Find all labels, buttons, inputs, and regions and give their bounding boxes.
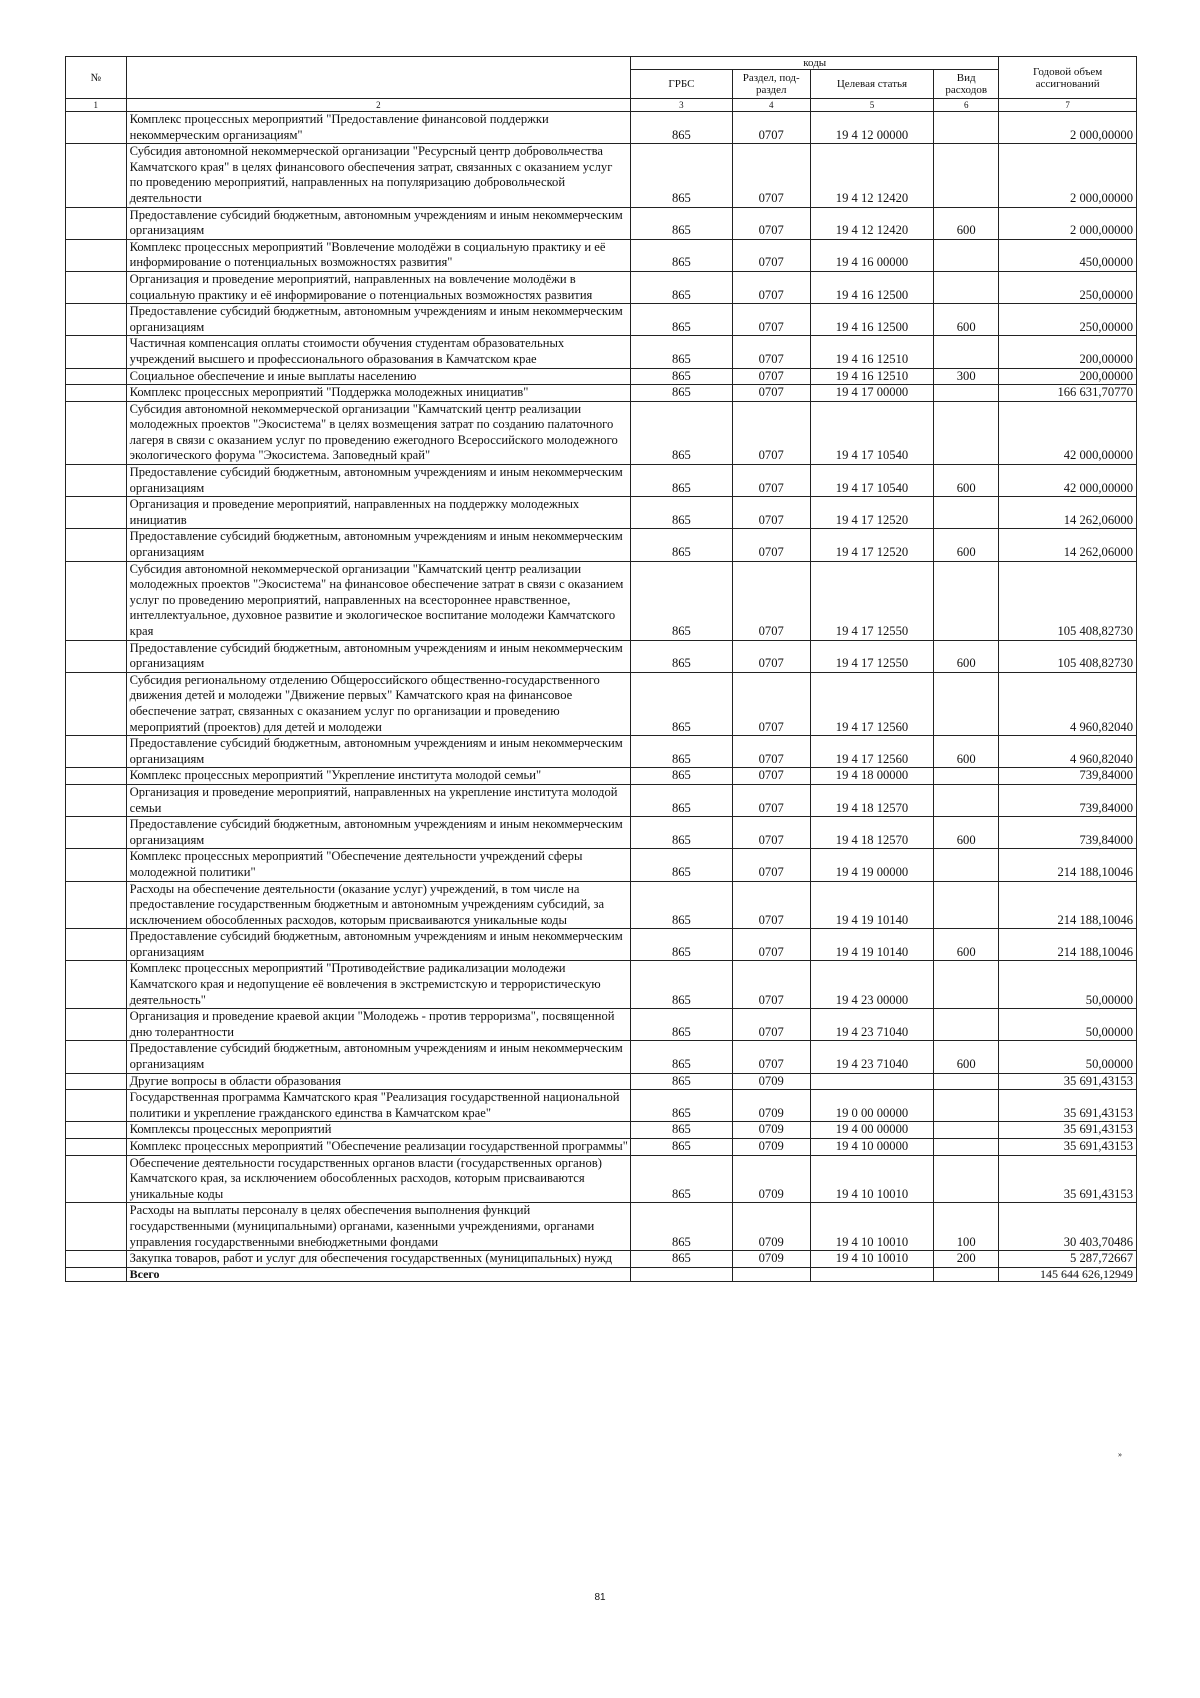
row-no-cell	[66, 1090, 127, 1122]
row-name: Предоставление субсидий бюджетным, автономным учреждениям и иным некоммерческим организациям	[126, 207, 631, 239]
row-name: Расходы на обеспечение деятельности (оказание услуг) учреждений, в том числе на предоставление государственным бюджетным и автономным учреждениям субсидий, за исключением обособленных расходов, которым присваиваются уникальные коды	[126, 881, 631, 929]
row-no-cell	[66, 368, 127, 385]
row-expense-type	[934, 768, 999, 785]
row-no-cell	[66, 1139, 127, 1156]
row-expense-type: 200	[934, 1251, 999, 1268]
corner-mark: »	[1118, 1450, 1122, 1459]
row-target: 19 4 17 10540	[810, 401, 933, 464]
row-amount: 166 631,70770	[999, 385, 1137, 402]
row-grbs: 865	[631, 1073, 732, 1090]
row-target: 19 4 17 00000	[810, 385, 933, 402]
table-row	[66, 336, 1137, 368]
row-amount: 2 000,00000	[999, 144, 1137, 207]
row-amount: 30 403,70486	[999, 1203, 1137, 1251]
row-no-cell	[66, 1251, 127, 1268]
row-name: Предоставление субсидий бюджетным, автономным учреждениям и иным некоммерческим организациям	[126, 465, 631, 497]
row-amount: 35 691,43153	[999, 1139, 1137, 1156]
row-no-cell	[66, 465, 127, 497]
row-name: Закупка товаров, работ и услуг для обеспечения государственных (муниципальных) нужд	[126, 1251, 631, 1268]
total-grbs-cell	[631, 1267, 732, 1281]
table-row	[66, 1251, 1137, 1268]
row-name: Организация и проведение мероприятий, направленных на вовлечение молодёжи в социальную практику и её информирование о потенциальных возможностях развития	[126, 271, 631, 303]
table-row	[66, 768, 1137, 785]
table-header	[66, 57, 1137, 112]
row-expense-type	[934, 961, 999, 1009]
row-section: 0707	[732, 401, 810, 464]
row-target: 19 4 17 12560	[810, 672, 933, 735]
row-no-cell	[66, 207, 127, 239]
row-grbs: 865	[631, 304, 732, 336]
row-grbs: 865	[631, 401, 732, 464]
row-amount: 214 188,10046	[999, 881, 1137, 929]
row-no-cell	[66, 881, 127, 929]
row-section: 0707	[732, 929, 810, 961]
row-target: 19 4 23 00000	[810, 961, 933, 1009]
row-grbs: 865	[631, 144, 732, 207]
row-expense-type: 300	[934, 368, 999, 385]
row-section: 0707	[732, 304, 810, 336]
row-name: Комплекс процессных мероприятий "Вовлечение молодёжи в социальную практику и её информирование о потенциальных возможностях развития"	[126, 239, 631, 271]
header-amount: Годовой объем ассигнований	[999, 57, 1137, 99]
table-row	[66, 385, 1137, 402]
row-grbs: 865	[631, 497, 732, 529]
row-grbs: 865	[631, 640, 732, 672]
row-section: 0707	[732, 1009, 810, 1041]
row-grbs: 865	[631, 768, 732, 785]
table-row	[66, 961, 1137, 1009]
row-no-cell	[66, 1203, 127, 1251]
row-section: 0707	[732, 672, 810, 735]
row-expense-type	[934, 881, 999, 929]
row-expense-type	[934, 239, 999, 271]
row-no-cell	[66, 1073, 127, 1090]
row-grbs: 865	[631, 1139, 732, 1156]
table-row	[66, 736, 1137, 768]
row-grbs: 865	[631, 849, 732, 881]
header-target: Целевая статья	[810, 70, 933, 99]
row-amount: 50,00000	[999, 1041, 1137, 1073]
total-type-cell	[934, 1267, 999, 1281]
row-expense-type: 600	[934, 736, 999, 768]
header-grbs: ГРБС	[631, 70, 732, 99]
row-name: Частичная компенсация оплаты стоимости обучения студентам образовательных учреждений высшего и профессионального образования в Камчатском крае	[126, 336, 631, 368]
table-row	[66, 529, 1137, 561]
row-section: 0707	[732, 465, 810, 497]
row-target: 19 4 17 10540	[810, 465, 933, 497]
table-row	[66, 672, 1137, 735]
table-row	[66, 929, 1137, 961]
row-expense-type	[934, 271, 999, 303]
row-grbs: 865	[631, 1041, 732, 1073]
table-row	[66, 1122, 1137, 1139]
row-name: Обеспечение деятельности государственных органов власти (государственных органов) Камчатского края, за исключением обособленных расходов, которым присваиваются уникальные коды	[126, 1155, 631, 1203]
row-expense-type	[934, 784, 999, 816]
row-grbs: 865	[631, 368, 732, 385]
row-target: 19 4 18 00000	[810, 768, 933, 785]
table-row	[66, 849, 1137, 881]
row-expense-type: 600	[934, 929, 999, 961]
row-grbs: 865	[631, 784, 732, 816]
row-no-cell	[66, 1009, 127, 1041]
row-no-cell	[66, 144, 127, 207]
row-section: 0707	[732, 112, 810, 144]
row-section: 0709	[732, 1139, 810, 1156]
col-number: 6	[934, 99, 999, 112]
row-target: 19 0 00 00000	[810, 1090, 933, 1122]
row-grbs: 865	[631, 112, 732, 144]
total-amount: 145 644 626,12949	[999, 1267, 1137, 1281]
total-section-cell	[732, 1267, 810, 1281]
row-target: 19 4 16 12510	[810, 368, 933, 385]
row-section: 0707	[732, 849, 810, 881]
row-amount: 35 691,43153	[999, 1073, 1137, 1090]
row-section: 0707	[732, 385, 810, 402]
row-no-cell	[66, 640, 127, 672]
row-expense-type: 600	[934, 1041, 999, 1073]
row-grbs: 865	[631, 207, 732, 239]
row-expense-type	[934, 672, 999, 735]
row-amount: 105 408,82730	[999, 640, 1137, 672]
row-amount: 4 960,82040	[999, 736, 1137, 768]
row-name: Организация и проведение мероприятий, направленных на поддержку молодежных инициатив	[126, 497, 631, 529]
table-row	[66, 465, 1137, 497]
row-no-cell	[66, 497, 127, 529]
table-row	[66, 1155, 1137, 1203]
table-row	[66, 1041, 1137, 1073]
row-target: 19 4 12 00000	[810, 112, 933, 144]
row-name: Комплекс процессных мероприятий "Предоставление финансовой поддержки некоммерческим организациям"	[126, 112, 631, 144]
row-section: 0707	[732, 336, 810, 368]
table-row	[66, 817, 1137, 849]
row-grbs: 865	[631, 1251, 732, 1268]
row-section: 0707	[732, 529, 810, 561]
row-name: Комплекс процессных мероприятий "Обеспечение реализации государственной программы"	[126, 1139, 631, 1156]
table-row	[66, 1009, 1137, 1041]
row-grbs: 865	[631, 1090, 732, 1122]
total-row	[66, 1267, 1137, 1281]
row-no-cell	[66, 768, 127, 785]
row-name: Комплексы процессных мероприятий	[126, 1122, 631, 1139]
row-grbs: 865	[631, 1009, 732, 1041]
row-expense-type	[934, 401, 999, 464]
row-grbs: 865	[631, 961, 732, 1009]
table-row	[66, 271, 1137, 303]
row-section: 0707	[732, 768, 810, 785]
row-expense-type: 100	[934, 1203, 999, 1251]
row-amount: 35 691,43153	[999, 1122, 1137, 1139]
row-target: 19 4 17 12550	[810, 561, 933, 640]
row-section: 0707	[732, 784, 810, 816]
table-row	[66, 1139, 1137, 1156]
col-number: 5	[810, 99, 933, 112]
row-expense-type	[934, 1155, 999, 1203]
row-amount: 200,00000	[999, 368, 1137, 385]
row-target: 19 4 16 12500	[810, 271, 933, 303]
budget-sheet	[65, 56, 1137, 1282]
row-expense-type	[934, 1090, 999, 1122]
row-amount: 5 287,72667	[999, 1251, 1137, 1268]
row-target: 19 4 18 12570	[810, 817, 933, 849]
header-expense-type: Вид расходов	[934, 70, 999, 99]
row-target: 19 4 10 00000	[810, 1139, 933, 1156]
row-expense-type	[934, 1009, 999, 1041]
row-section: 0709	[732, 1155, 810, 1203]
table-row	[66, 401, 1137, 464]
table-row	[66, 368, 1137, 385]
table-row	[66, 207, 1137, 239]
row-amount: 35 691,43153	[999, 1090, 1137, 1122]
row-name: Субсидия автономной некоммерческой организации "Камчатский центр реализации молодежных проектов "Экосистема" в целях возмещения затрат по созданию палаточного лагеря в связи с оказанием услуг по проведению ежегодного Всероссийского молодежного экологического форума "Экосистема. Заповедный край"	[126, 401, 631, 464]
row-target: 19 4 12 12420	[810, 144, 933, 207]
header-name	[126, 57, 631, 99]
row-name: Предоставление субсидий бюджетным, автономным учреждениям и иным некоммерческим организациям	[126, 929, 631, 961]
row-target: 19 4 23 71040	[810, 1041, 933, 1073]
row-name: Расходы на выплаты персоналу в целях обеспечения выполнения функций государственными (муниципальными) органами, казенными учреждениями, органами управления государственными внебюджетными фондами	[126, 1203, 631, 1251]
row-amount: 214 188,10046	[999, 849, 1137, 881]
row-grbs: 865	[631, 239, 732, 271]
row-no-cell	[66, 817, 127, 849]
row-section: 0707	[732, 1041, 810, 1073]
row-section: 0707	[732, 271, 810, 303]
row-name: Комплекс процессных мероприятий "Укрепление института молодой семьи"	[126, 768, 631, 785]
row-expense-type: 600	[934, 529, 999, 561]
table-row	[66, 640, 1137, 672]
row-amount: 14 262,06000	[999, 497, 1137, 529]
row-no-cell	[66, 385, 127, 402]
row-name: Субсидия автономной некоммерческой организации "Ресурсный центр добровольчества Камчатского края" в целях финансового обеспечения затрат, связанных с оказанием услуг по проведению мероприятий, направленных на популяризацию добровольческой деятельности	[126, 144, 631, 207]
row-amount: 14 262,06000	[999, 529, 1137, 561]
header-codes: коды	[631, 57, 999, 70]
row-target: 19 4 23 71040	[810, 1009, 933, 1041]
row-expense-type	[934, 385, 999, 402]
row-target: 19 4 16 12500	[810, 304, 933, 336]
row-expense-type	[934, 1122, 999, 1139]
row-target: 19 4 16 00000	[810, 239, 933, 271]
table-row	[66, 561, 1137, 640]
row-section: 0709	[732, 1122, 810, 1139]
col-number: 7	[999, 99, 1137, 112]
budget-table	[65, 56, 1137, 1282]
row-no-cell	[66, 561, 127, 640]
row-expense-type	[934, 336, 999, 368]
row-amount: 35 691,43153	[999, 1155, 1137, 1203]
row-section: 0707	[732, 817, 810, 849]
row-target: 19 4 10 10010	[810, 1155, 933, 1203]
row-grbs: 865	[631, 817, 732, 849]
row-grbs: 865	[631, 1122, 732, 1139]
row-section: 0707	[732, 640, 810, 672]
row-expense-type	[934, 1073, 999, 1090]
row-expense-type: 600	[934, 207, 999, 239]
row-amount: 739,84000	[999, 768, 1137, 785]
row-no-cell	[66, 1122, 127, 1139]
row-no-cell	[66, 529, 127, 561]
row-name: Комплекс процессных мероприятий "Противодействие радикализации молодежи Камчатского края и недопущение её вовлечения в экстремистскую и террористическую деятельность"	[126, 961, 631, 1009]
table-row	[66, 112, 1137, 144]
row-section: 0707	[732, 239, 810, 271]
row-target: 19 4 00 00000	[810, 1122, 933, 1139]
table-body	[66, 112, 1137, 1268]
row-no-cell	[66, 1041, 127, 1073]
row-target: 19 4 17 12560	[810, 736, 933, 768]
row-no-cell	[66, 401, 127, 464]
row-amount: 200,00000	[999, 336, 1137, 368]
row-grbs: 865	[631, 1203, 732, 1251]
row-name: Государственная программа Камчатского края "Реализация государственной национальной политики и укрепление гражданского единства в Камчатском крае"	[126, 1090, 631, 1122]
col-number: 3	[631, 99, 732, 112]
row-section: 0707	[732, 961, 810, 1009]
row-section: 0707	[732, 881, 810, 929]
row-section: 0707	[732, 144, 810, 207]
table-row	[66, 1073, 1137, 1090]
row-no-cell	[66, 736, 127, 768]
row-section: 0707	[732, 561, 810, 640]
col-number: 2	[126, 99, 631, 112]
row-name: Предоставление субсидий бюджетным, автономным учреждениям и иным некоммерческим организациям	[126, 817, 631, 849]
row-amount: 4 960,82040	[999, 672, 1137, 735]
table-row	[66, 784, 1137, 816]
row-target: 19 4 19 10140	[810, 881, 933, 929]
row-grbs: 865	[631, 385, 732, 402]
row-target: 19 4 19 00000	[810, 849, 933, 881]
row-target: 19 4 10 10010	[810, 1203, 933, 1251]
row-name: Предоставление субсидий бюджетным, автономным учреждениям и иным некоммерческим организациям	[126, 529, 631, 561]
table-row	[66, 304, 1137, 336]
table-row	[66, 497, 1137, 529]
row-section: 0707	[732, 497, 810, 529]
row-target: 19 4 18 12570	[810, 784, 933, 816]
row-no-cell	[66, 271, 127, 303]
row-amount: 250,00000	[999, 271, 1137, 303]
row-no-cell	[66, 1155, 127, 1203]
row-grbs: 865	[631, 672, 732, 735]
row-amount: 214 188,10046	[999, 929, 1137, 961]
row-target	[810, 1073, 933, 1090]
row-no-cell	[66, 929, 127, 961]
row-section: 0709	[732, 1251, 810, 1268]
row-name: Другие вопросы в области образования	[126, 1073, 631, 1090]
row-section: 0707	[732, 736, 810, 768]
row-name: Организация и проведение краевой акции "Молодежь - против терроризма", посвященной дню толерантности	[126, 1009, 631, 1041]
row-expense-type	[934, 849, 999, 881]
table-row	[66, 144, 1137, 207]
total-no-cell	[66, 1267, 127, 1281]
row-target: 19 4 17 12520	[810, 497, 933, 529]
row-name: Социальное обеспечение и иные выплаты населению	[126, 368, 631, 385]
row-target: 19 4 10 10010	[810, 1251, 933, 1268]
row-expense-type: 600	[934, 304, 999, 336]
row-name: Предоставление субсидий бюджетным, автономным учреждениям и иным некоммерческим организациям	[126, 304, 631, 336]
row-grbs: 865	[631, 1155, 732, 1203]
row-expense-type: 600	[934, 817, 999, 849]
row-name: Предоставление субсидий бюджетным, автономным учреждениям и иным некоммерческим организациям	[126, 1041, 631, 1073]
row-expense-type	[934, 1139, 999, 1156]
header-no: №	[66, 57, 127, 99]
col-number: 4	[732, 99, 810, 112]
row-grbs: 865	[631, 736, 732, 768]
header-section: Раздел, под-раздел	[732, 70, 810, 99]
row-grbs: 865	[631, 465, 732, 497]
row-section: 0709	[732, 1090, 810, 1122]
row-section: 0709	[732, 1203, 810, 1251]
row-no-cell	[66, 336, 127, 368]
row-section: 0707	[732, 368, 810, 385]
row-name: Комплекс процессных мероприятий "Поддержка молодежных инициатив"	[126, 385, 631, 402]
row-target: 19 4 17 12520	[810, 529, 933, 561]
row-grbs: 865	[631, 336, 732, 368]
row-target: 19 4 17 12550	[810, 640, 933, 672]
row-amount: 50,00000	[999, 1009, 1137, 1041]
row-no-cell	[66, 239, 127, 271]
row-name: Организация и проведение мероприятий, направленных на укрепление института молодой семьи	[126, 784, 631, 816]
row-amount: 105 408,82730	[999, 561, 1137, 640]
row-grbs: 865	[631, 881, 732, 929]
total-target-cell	[810, 1267, 933, 1281]
row-expense-type	[934, 144, 999, 207]
row-name: Предоставление субсидий бюджетным, автономным учреждениям и иным некоммерческим организациям	[126, 736, 631, 768]
table-row	[66, 1203, 1137, 1251]
row-amount: 450,00000	[999, 239, 1137, 271]
row-amount: 50,00000	[999, 961, 1137, 1009]
table-row	[66, 239, 1137, 271]
row-section: 0709	[732, 1073, 810, 1090]
table-row	[66, 1090, 1137, 1122]
row-grbs: 865	[631, 929, 732, 961]
row-grbs: 865	[631, 529, 732, 561]
row-amount: 42 000,00000	[999, 465, 1137, 497]
row-no-cell	[66, 784, 127, 816]
row-target: 19 4 16 12510	[810, 336, 933, 368]
row-target: 19 4 19 10140	[810, 929, 933, 961]
row-expense-type: 600	[934, 640, 999, 672]
row-amount: 739,84000	[999, 817, 1137, 849]
row-no-cell	[66, 304, 127, 336]
row-name: Субсидия региональному отделению Общероссийского общественно-государственного движения детей и молодежи "Движение первых" Камчатского края на финансовое обеспечение затрат, связанных с оказанием услуг по организации и проведению мероприятий (проектов) для детей и молодежи	[126, 672, 631, 735]
row-amount: 2 000,00000	[999, 112, 1137, 144]
row-name: Предоставление субсидий бюджетным, автономным учреждениям и иным некоммерческим организациям	[126, 640, 631, 672]
row-section: 0707	[732, 207, 810, 239]
row-amount: 250,00000	[999, 304, 1137, 336]
row-grbs: 865	[631, 271, 732, 303]
row-no-cell	[66, 849, 127, 881]
row-amount: 42 000,00000	[999, 401, 1137, 464]
total-label: Всего	[126, 1267, 631, 1281]
row-amount: 2 000,00000	[999, 207, 1137, 239]
row-expense-type: 600	[934, 465, 999, 497]
row-expense-type	[934, 497, 999, 529]
row-grbs: 865	[631, 561, 732, 640]
row-expense-type	[934, 112, 999, 144]
page-number: 81	[594, 1592, 606, 1603]
table-row	[66, 881, 1137, 929]
row-amount: 739,84000	[999, 784, 1137, 816]
row-no-cell	[66, 961, 127, 1009]
row-target: 19 4 12 12420	[810, 207, 933, 239]
col-number: 1	[66, 99, 127, 112]
row-no-cell	[66, 672, 127, 735]
row-expense-type	[934, 561, 999, 640]
row-name: Комплекс процессных мероприятий "Обеспечение деятельности учреждений сферы молодежной политики"	[126, 849, 631, 881]
row-no-cell	[66, 112, 127, 144]
row-name: Субсидия автономной некоммерческой организации "Камчатский центр реализации молодежных проектов "Экосистема" на финансовое обеспечение затрат в связи с оказанием услуг по проведению мероприятий, направленных на всестороннее нравственное, интеллектуальное, духовное развитие и экологическое воспитание молодежи Камчатского края	[126, 561, 631, 640]
